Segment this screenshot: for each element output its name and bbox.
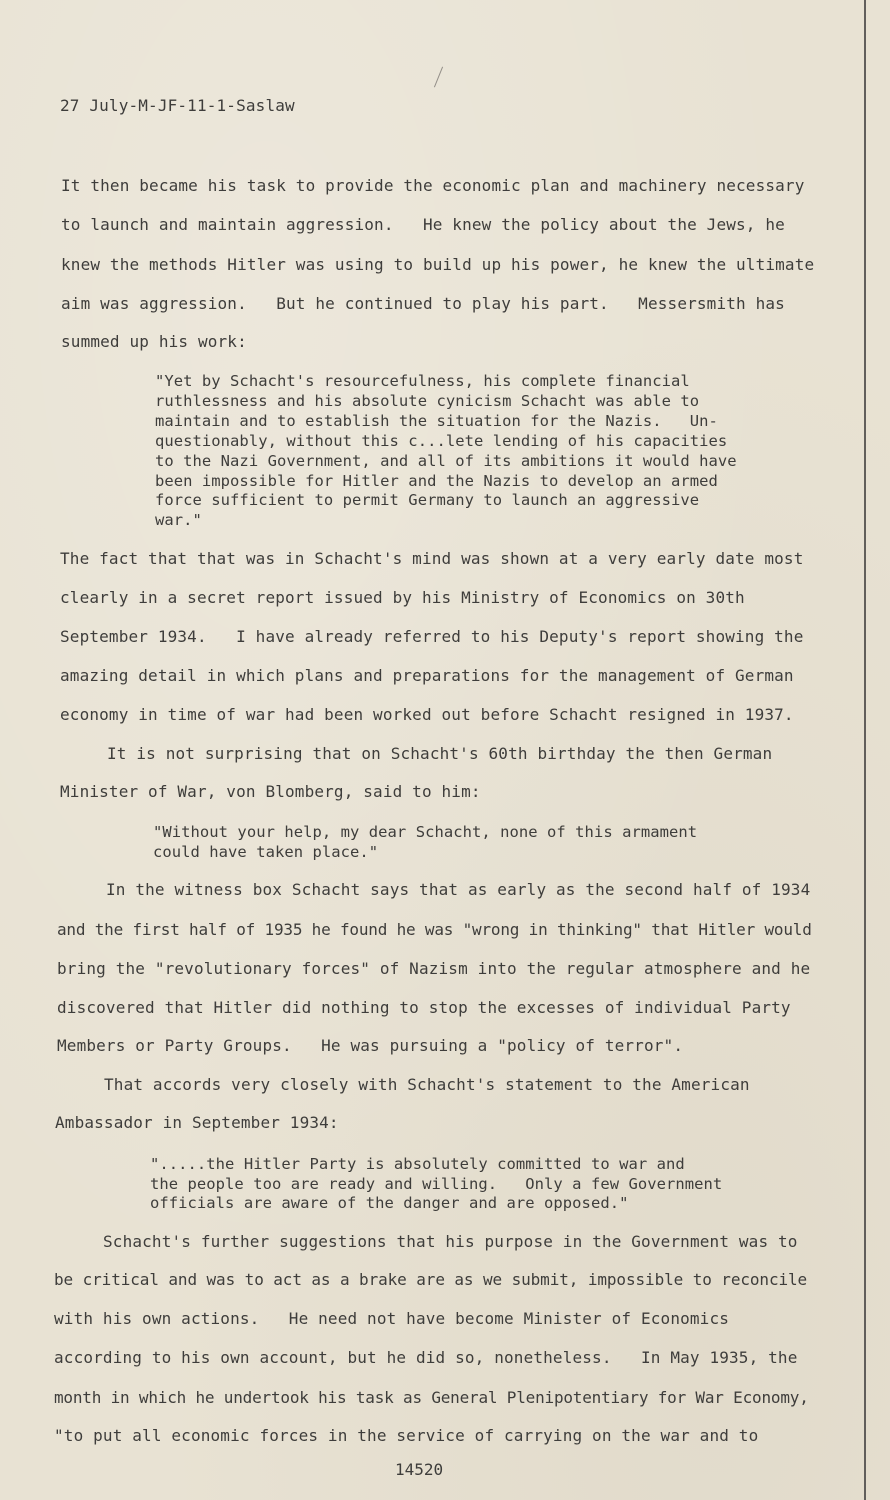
body-line: Ambassador in September 1934:	[55, 1113, 339, 1132]
body-line: economy in time of war had been worked out before Schacht resigned in 1937.	[60, 705, 794, 724]
body-line: bring the "revolutionary forces" of Nazism into the regular atmosphere and he	[57, 959, 811, 978]
pencil-tick-mark	[434, 67, 443, 88]
quote-line: ruthlessness and his absolute cynicism Schacht was able to	[155, 392, 700, 410]
body-line: month in which he undertook his task as General Plenipotentiary for War Economy,	[54, 1388, 809, 1407]
quote-line: war."	[155, 511, 202, 529]
body-line: Schacht's further suggestions that his purpose in the Government was to	[103, 1232, 798, 1251]
quote-line: questionably, without this c...lete lending of his capacities	[155, 432, 728, 450]
quote-line: to the Nazi Government, and all of its ambitions it would have	[155, 452, 737, 470]
quote-line: could have taken place."	[153, 843, 379, 861]
page-edge-line	[864, 0, 866, 1500]
body-line: "to put all economic forces in the service of carrying on the war and to	[54, 1426, 759, 1445]
body-line: It then became his task to provide the economic plan and machinery necessary	[61, 176, 805, 195]
quote-line: been impossible for Hitler and the Nazis to develop an armed	[155, 472, 718, 490]
body-line: summed up his work:	[61, 332, 247, 351]
body-line: knew the methods Hitler was using to build up his power, he knew the ultimate	[61, 255, 815, 274]
body-line: Minister of War, von Blomberg, said to him:	[60, 782, 481, 801]
body-line: It is not surprising that on Schacht's 60th birthday the then German	[107, 744, 773, 763]
body-line: clearly in a secret report issued by his Ministry of Economics on 30th	[60, 588, 745, 607]
body-line: discovered that Hitler did nothing to stop the excesses of individual Party	[57, 998, 791, 1017]
body-line: to launch and maintain aggression. He knew the policy about the Jews, he	[61, 215, 785, 234]
document-reference: 27 July-M-JF-11-1-Saslaw	[60, 96, 295, 115]
body-line: September 1934. I have already referred to his Deputy's report showing the	[60, 627, 804, 646]
body-line: aim was aggression. But he continued to play his part. Messersmith has	[61, 294, 785, 313]
body-line: That accords very closely with Schacht's statement to the American	[104, 1075, 750, 1094]
quote-line: the people too are ready and willing. Only a few Government	[150, 1175, 723, 1193]
quote-line: officials are aware of the danger and are opposed."	[150, 1194, 629, 1212]
body-line: with his own actions. He need not have become Minister of Economics	[54, 1309, 730, 1328]
quote-line: ".....the Hitler Party is absolutely committed to war and	[150, 1155, 685, 1173]
body-line: In the witness box Schacht says that as early as the second half of 1934	[106, 880, 811, 899]
quote-line: maintain and to establish the situation for the Nazis. Un-	[155, 412, 718, 430]
quote-line: force sufficient to permit Germany to launch an aggressive	[155, 491, 700, 509]
body-line: Members or Party Groups. He was pursuing a "policy of terror".	[57, 1036, 684, 1055]
body-line: and the first half of 1935 he found he was "wrong in thinking" that Hitler would	[57, 920, 812, 939]
body-line: be critical and was to act as a brake are as we submit, impossible to reconcile	[54, 1270, 808, 1289]
body-line: according to his own account, but he did so, nonetheless. In May 1935, the	[54, 1348, 798, 1367]
page-number: 14520	[395, 1460, 444, 1479]
quote-line: "Yet by Schacht's resourcefulness, his complete financial	[155, 372, 690, 390]
body-line: The fact that that was in Schacht's mind was shown at a very early date most	[60, 549, 804, 568]
quote-line: "Without your help, my dear Schacht, none of this armament	[153, 823, 698, 841]
body-line: amazing detail in which plans and preparations for the management of German	[60, 666, 794, 685]
